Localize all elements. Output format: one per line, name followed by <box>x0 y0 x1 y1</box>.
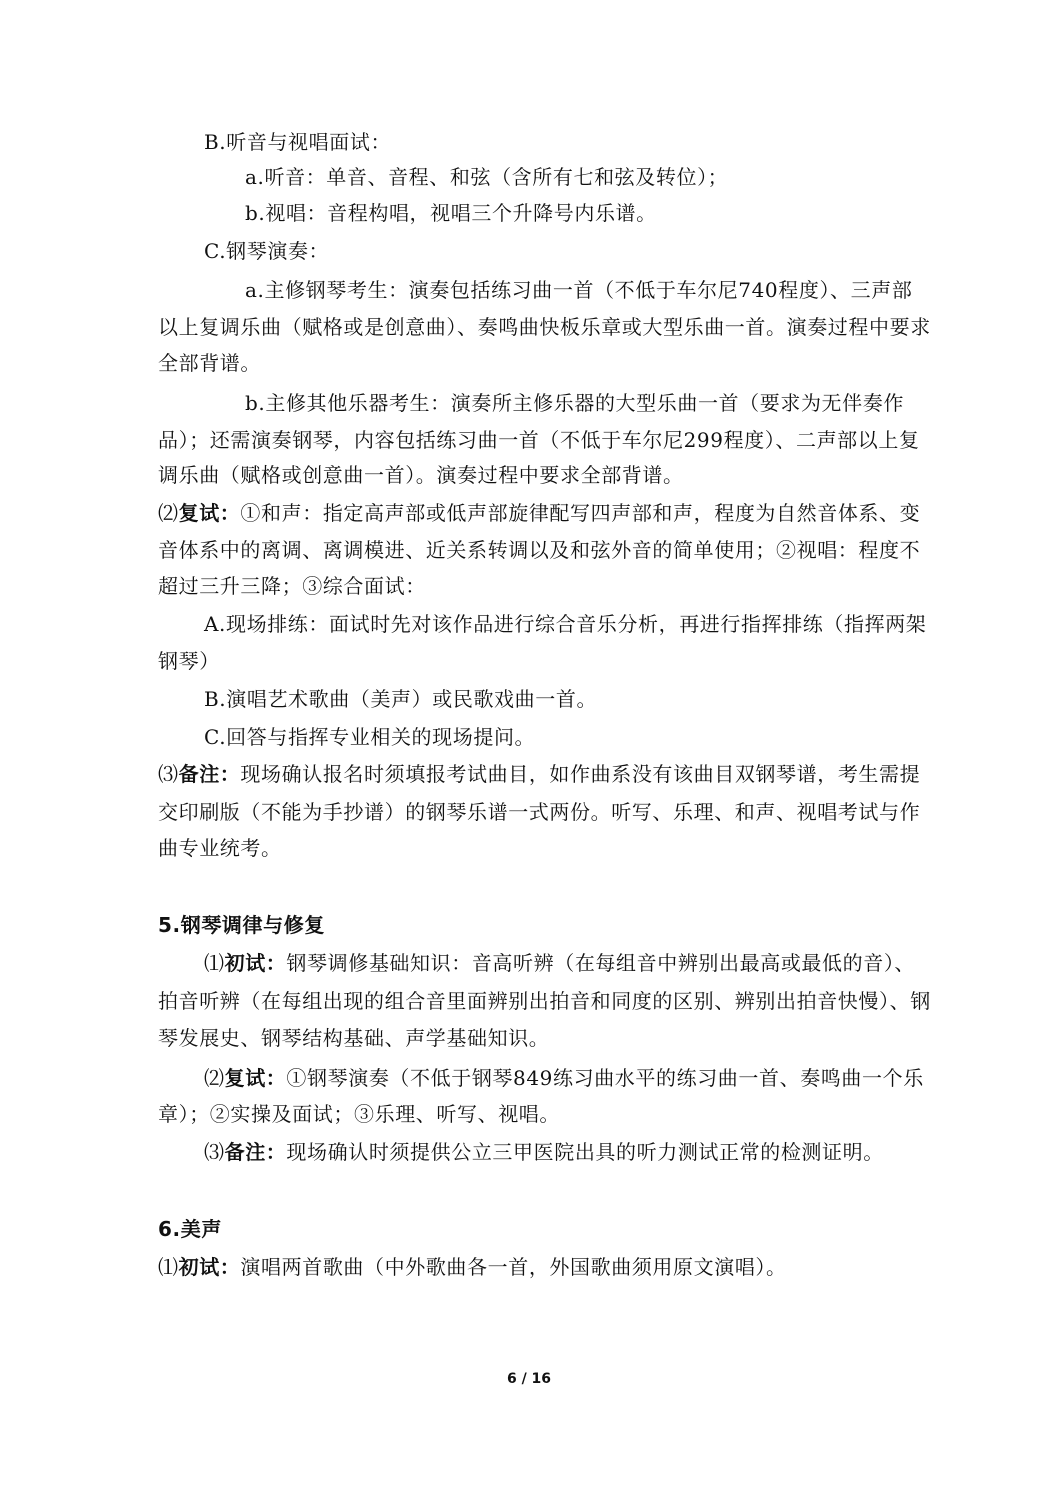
paragraph-line: 以上复调乐曲（赋格或是创意曲）、奏鸣曲快板乐章或大型乐曲一首。演奏过程中要求 <box>158 315 931 339</box>
paragraph-line: 曲专业统考。 <box>158 836 282 860</box>
paragraph-line: 交印刷版（不能为手抄谱）的钢琴乐谱一式两份。听写、乐理、和声、视唱考试与作 <box>158 800 921 824</box>
paragraph-line: ⑵复试：①钢琴演奏（不低于钢琴849练习曲水平的练习曲一首、奏鸣曲一个乐 <box>204 1066 924 1090</box>
paragraph-line: 音体系中的离调、离调模进、近关系转调以及和弦外音的简单使用；②视唱：程度不 <box>158 538 921 562</box>
paragraph-line: 拍音听辨（在每组出现的组合音里面辨别出拍音和同度的区别、辨别出拍音快慢）、钢 <box>158 989 931 1013</box>
paragraph-line: B.演唱艺术歌曲（美声）或民歌戏曲一首。 <box>204 687 598 711</box>
paragraph-line: ⑴初试：钢琴调修基础知识：音高听辨（在每组音中辨别出最高或最低的音）、 <box>204 951 916 975</box>
page-number: 6 / 16 <box>506 1371 552 1387</box>
paragraph-line: a.主修钢琴考生：演奏包括练习曲一首（不低于车尔尼740程度）、三声部 <box>245 278 913 302</box>
paragraph-line: 全部背谱。 <box>158 351 261 375</box>
paragraph-line: a.听音：单音、音程、和弦（含所有七和弦及转位）； <box>245 165 729 189</box>
paragraph-line: 琴发展史、钢琴结构基础、声学基础知识。 <box>158 1026 550 1050</box>
paragraph-line: ⑵复试：①和声：指定高声部或低声部旋律配写四声部和声，程度为自然音体系、变 <box>158 501 921 525</box>
paragraph-line: b.视唱：音程构唱，视唱三个升降号内乐谱。 <box>245 201 657 225</box>
paragraph-line: 超过三升三降；③综合面试： <box>158 574 426 598</box>
paragraph-line: C.回答与指挥专业相关的现场提问。 <box>204 725 536 749</box>
paragraph-line: C.钢琴演奏： <box>204 239 330 263</box>
section-heading: 5.钢琴调律与修复 <box>158 913 325 937</box>
paragraph-line: 品）；还需演奏钢琴，内容包括练习曲一首（不低于车尔尼299程度）、二声部以上复 <box>158 428 920 452</box>
paragraph-line: b.主修其他乐器考生：演奏所主修乐器的大型乐曲一首（要求为无伴奏作 <box>245 391 904 415</box>
paragraph-line: ⑴初试：演唱两首歌曲（中外歌曲各一首，外国歌曲须用原文演唱）。 <box>158 1255 787 1279</box>
paragraph-line: 章）；②实操及面试；③乐理、听写、视唱。 <box>158 1102 560 1126</box>
paragraph-line: ⑶备注：现场确认报名时须填报考试曲目，如作曲系没有该曲目双钢琴谱，考生需提 <box>158 762 921 786</box>
paragraph-line: 钢琴） <box>158 649 220 673</box>
paragraph-line: ⑶备注：现场确认时须提供公立三甲医院出具的听力测试正常的检测证明。 <box>204 1140 884 1164</box>
section-heading: 6.美声 <box>158 1217 222 1241</box>
paragraph-line: B.听音与视唱面试： <box>204 130 392 154</box>
paragraph-line: A.现场排练：面试时先对该作品进行综合音乐分析，再进行指挥排练（指挥两架 <box>204 612 927 636</box>
paragraph-line: 调乐曲（赋格或创意曲一首）。演奏过程中要求全部背谱。 <box>158 463 684 487</box>
